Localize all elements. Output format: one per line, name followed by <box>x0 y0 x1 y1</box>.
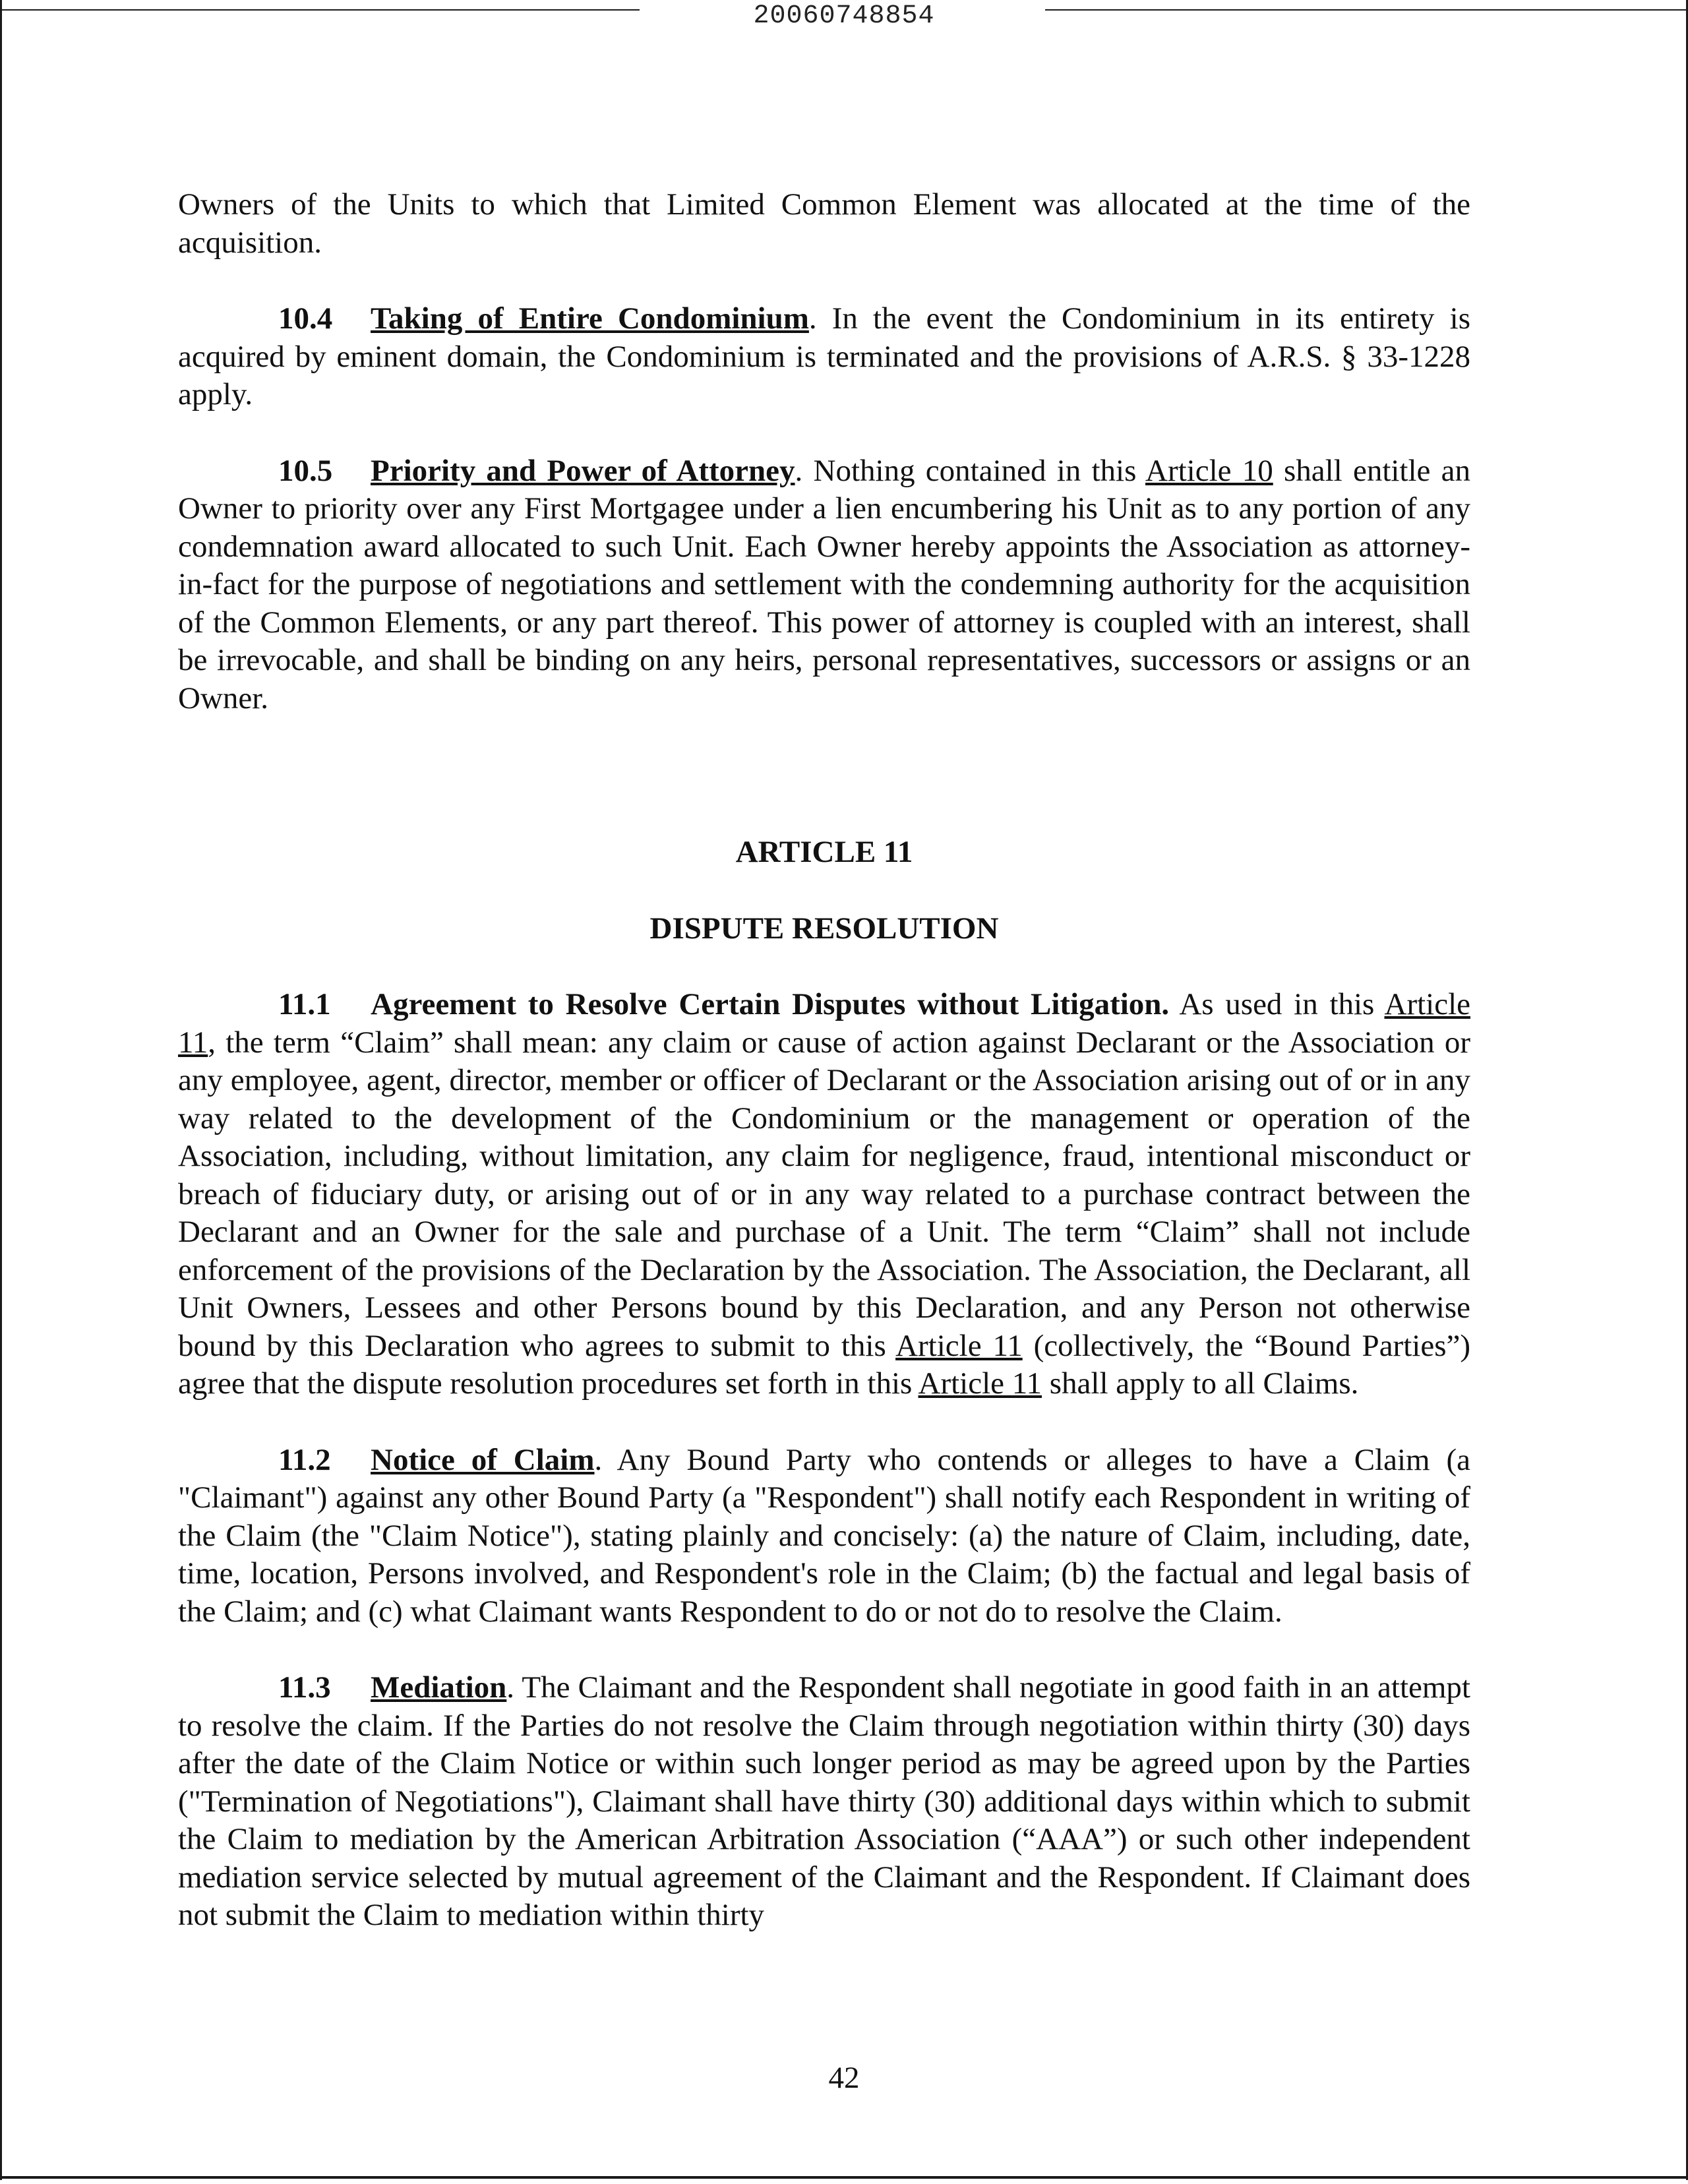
page-number: 42 <box>828 2061 860 2095</box>
section-10-4 <box>178 300 1470 414</box>
section-body: Any Bound Party who contends or alleges to have a Claim (a "Claimant") against any other Bound Party (a "Respondent") shall notify each Respondent in writing of the Claim (the "Claim Notice"), stating plainly and concisely: (a) the nature of Claim, including, date, time, location, Persons involved, and Respondent's role in the Claim; (b) the factual and legal basis of the Claim; and (c) what Claimant wants Respondent to do or not do to resolve the Claim. <box>178 1442 1470 1629</box>
section-body: shall entitle an Owner to priority over any First Mortgagee under a lien encumbering his Unit as to any portion of any condemnation award allocated to such Unit. Each Owner hereby appoints the Association as attorney-in-fact for the purpose of negotiations and settlement with the condemning authority for the acquisition of the Common Elements, or any part thereof. This power of attorney is coupled with an interest, shall be irrevocable, and shall be binding on any heirs, personal representatives, successors or assigns or an Owner. <box>178 453 1470 715</box>
section-body: In the event the Condominium in its entirety is acquired by eminent domain, the Condominium is terminated and the provisions of A.R.S. § 33-1228 apply. <box>178 301 1470 411</box>
document-number: 20060748854 <box>753 1 935 31</box>
section-body: Nothing contained in this <box>802 453 1146 488</box>
page-content <box>178 186 1470 1935</box>
article-subtitle: DISPUTE RESOLUTION <box>649 911 999 946</box>
section-11-1 <box>178 986 1470 1403</box>
section-body: shall apply to all Claims. <box>1042 1366 1359 1401</box>
section-heading-punct: . <box>808 301 817 336</box>
section-number: 11.1 <box>278 987 331 1021</box>
article-reference: Article 11 <box>918 1366 1042 1401</box>
section-11-3 <box>178 1669 1470 1935</box>
section-number: 10.5 <box>278 453 333 488</box>
section-number: 11.2 <box>278 1442 331 1477</box>
section-heading: Priority and Power of Attorney <box>371 453 795 488</box>
section-body: The Claimant and the Respondent shall negotiate in good faith in an attempt to resolve the claim. If the Parties do not resolve the Claim through negotiation within thirty (30) days after the date of the Claim Notice or within such longer period as may be agreed upon by the Parties ("Termination of Negotiations"), Claimant shall have thirty (30) additional days within which to submit the Claim to mediation by the American Arbitration Association (“AAA”) or such other independent mediation service selected by mutual agreement of the Claimant and the Respondent. If Claimant does not submit the Claim to mediation within thirty <box>178 1670 1470 1932</box>
section-heading-punct: . <box>594 1442 603 1477</box>
section-number: 10.4 <box>278 301 333 336</box>
section-heading-punct: . <box>795 453 803 488</box>
section-body: (collectively, the “Bound Parties”) agree that the dispute resolution procedures set forth in this <box>178 1328 1470 1401</box>
section-heading: Mediation <box>371 1670 507 1705</box>
article-reference: Article 11 <box>178 987 1470 1060</box>
section-heading: Taking of Entire Condominium <box>371 301 809 336</box>
article-reference: Article 10 <box>1145 453 1273 488</box>
section-11-2 <box>178 1441 1470 1631</box>
section-heading-punct: . <box>506 1670 515 1705</box>
section-heading: Agreement to Resolve Certain Disputes without Litigation. <box>371 987 1170 1021</box>
section-heading: Notice of Claim <box>371 1442 595 1477</box>
section-10-5 <box>178 452 1470 718</box>
footer-rule <box>0 2176 1688 2179</box>
section-body: As used in this <box>1169 987 1385 1021</box>
page-border-left <box>0 0 2 2180</box>
article-title: ARTICLE 11 <box>735 835 913 869</box>
continuation-paragraph: Owners of the Units to which that Limited Common Element was allocated at the time of the acquisition. <box>178 187 1470 260</box>
section-body: , the term “Claim” shall mean: any claim or cause of action against Declarant or the Association or any employee, agent, director, member or officer of Declarant or the Association arising out of or in any way related to the development of the Condominium or the management or operation of the Association, including, without limitation, any claim for negligence, fraud, intentional misconduct or breach of fiduciary duty, or arising out of or in any way related to a purchase contract between the Declarant and an Owner for the sale and purchase of a Unit. The term “Claim” shall not include enforcement of the provisions of the Declaration by the Association. The Association, the Declarant, all Unit Owners, Lessees and other Persons bound by this Declaration, and any Person not otherwise bound by this Declaration who agrees to submit to this <box>178 1025 1470 1363</box>
section-number: 11.3 <box>278 1670 331 1705</box>
article-reference: Article 11 <box>895 1328 1023 1363</box>
